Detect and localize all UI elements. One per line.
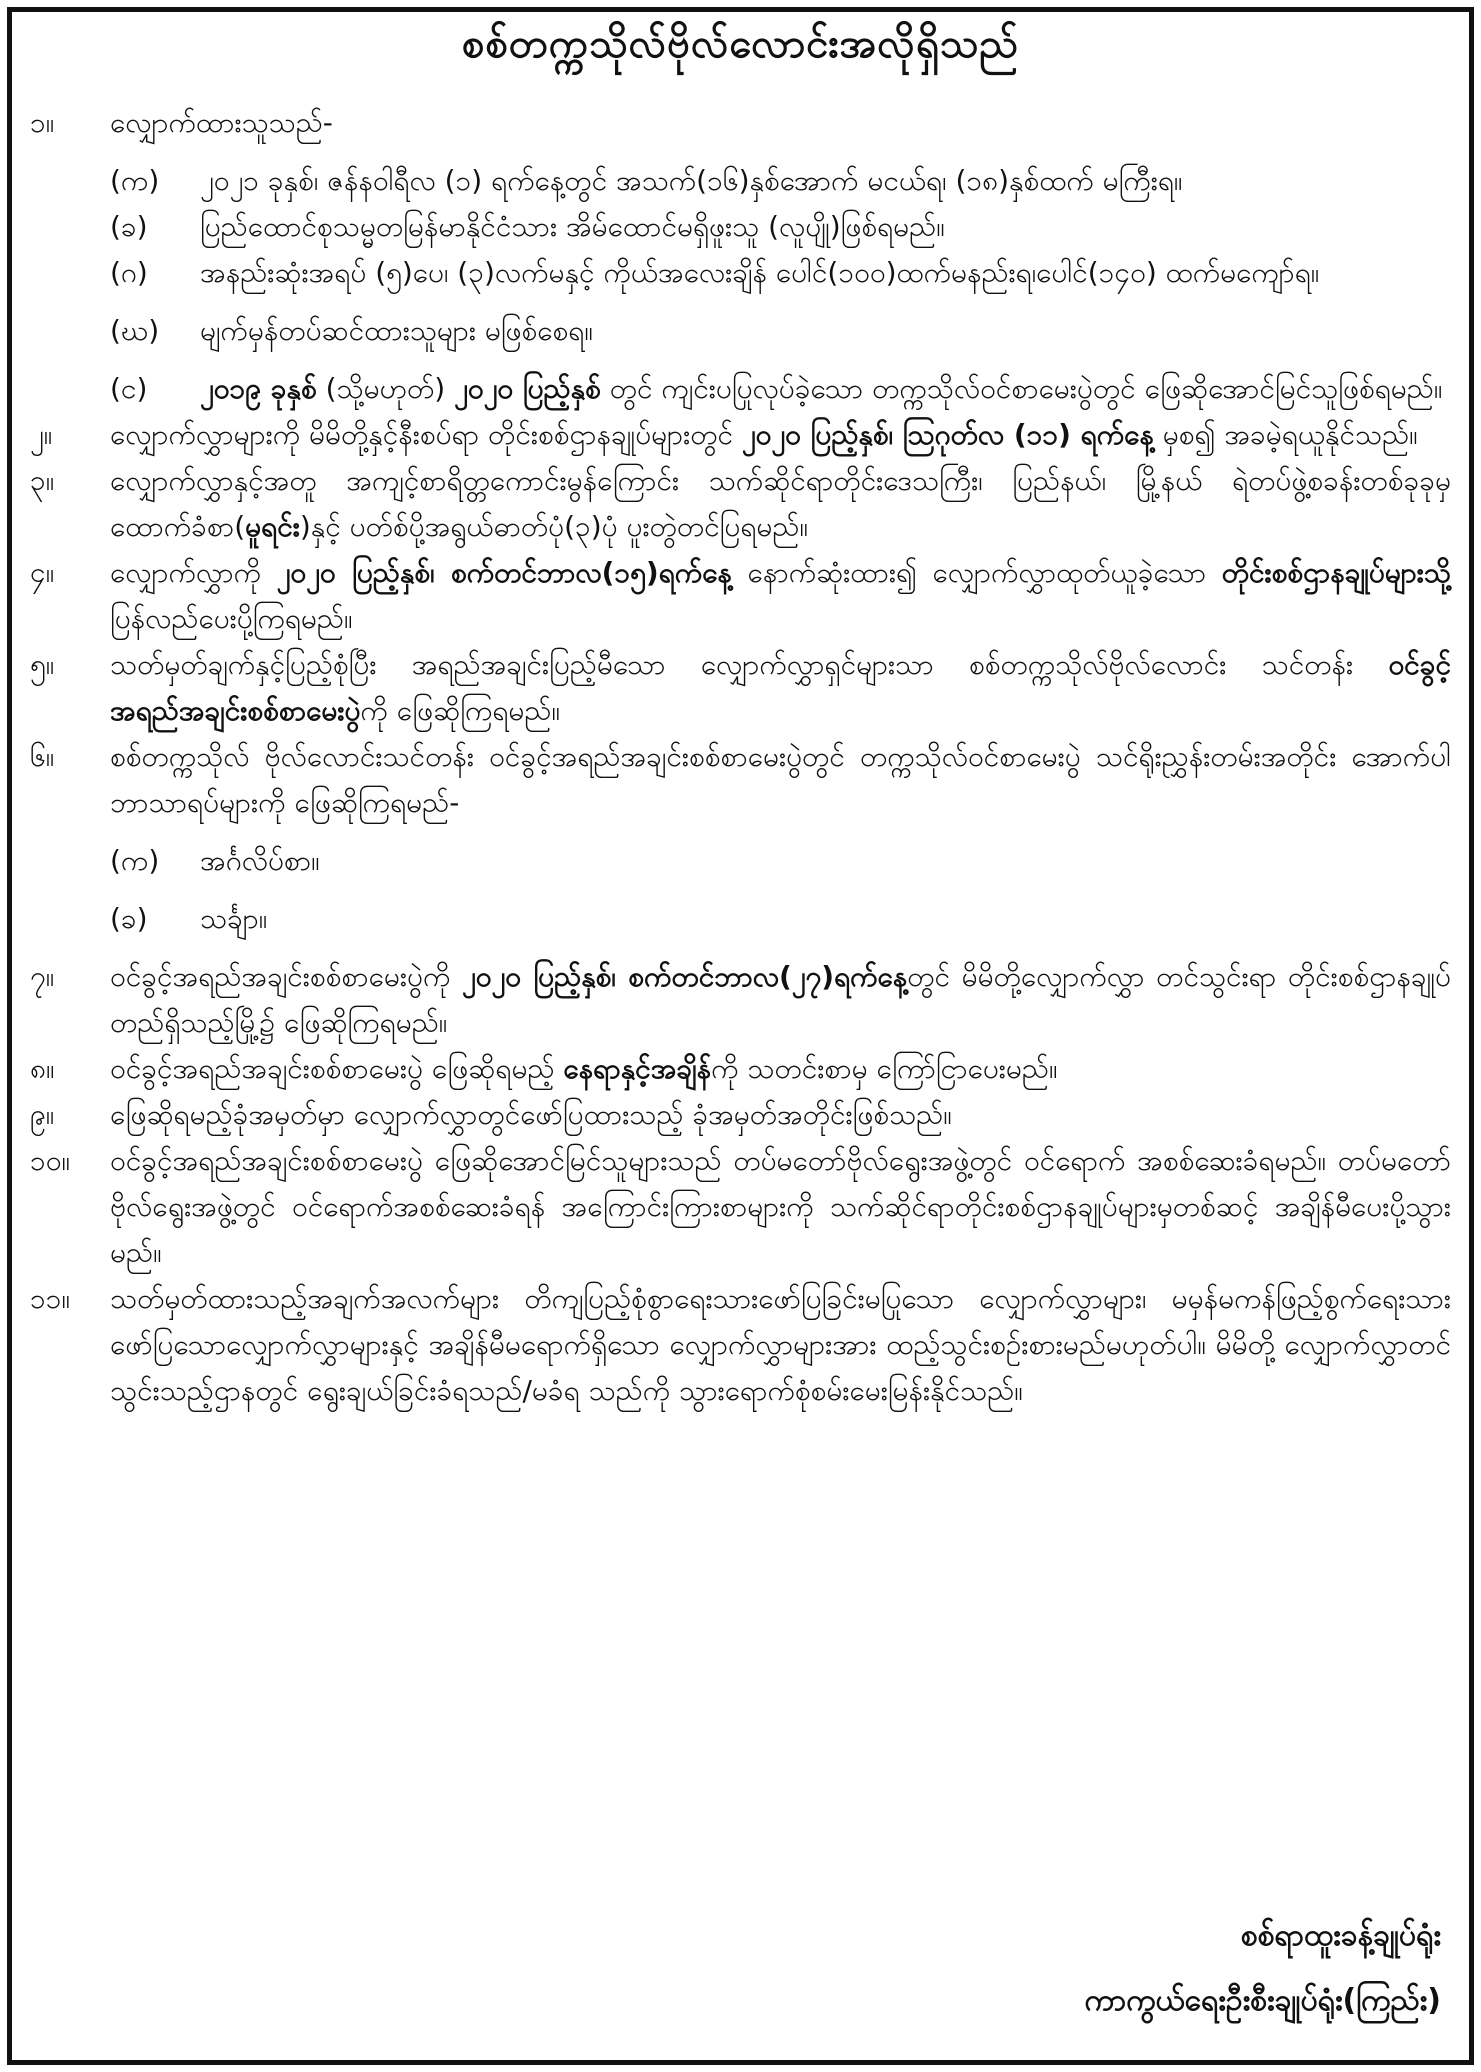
section-text: ဝင်ခွင့်အရည်အချင်းစစ်စာမေးပွဲကို ၂၀၂၀ ပြည့်နှစ်၊ စက်တင်ဘာလ(၂၇)ရက်နေ့တွင် မိမိတို့လျှောက်လွှာ တင်သွင်းရာ တိုင်းစစ်ဌာနချုပ်တည်ရှိသည့်မြို့၌ ဖြေဆိုကြရမည်။ — [110, 960, 1451, 1039]
item-text: ပြည်ထောင်စုသမ္မတမြန်မာနိုင်ငံသား အိမ်ထောင်မရှိဖူးသူ (လူပျို)ဖြစ်ရမည်။ — [200, 210, 945, 243]
section-text: ဖြေဆိုရမည့်ခုံအမှတ်မှာ လျှောက်လွှာတွင်ဖော်ပြထားသည့် ခုံအမှတ်အတိုင်းဖြစ်သည်။ — [110, 1098, 952, 1131]
section-8 — [30, 1046, 1451, 1092]
notice-body — [30, 100, 1451, 1414]
section-number: ၈။ — [30, 1052, 55, 1085]
section-number: ၃။ — [30, 464, 55, 497]
section-text: လျှောက်ထားသူသည်- — [110, 106, 333, 139]
section-number: ၉။ — [30, 1098, 55, 1131]
section-text: လျှောက်လွှာကို ၂၀၂၀ ပြည့်နှစ်၊ စက်တင်ဘာလ(၁၅)ရက်နေ့ နောက်ဆုံးထား၍ လျှောက်လွှာထုတ်ယူခဲ့သော တိုင်းစစ်ဌာနချုပ်များသို့ ပြန်လည်ပေးပို့ကြရမည်။ — [110, 556, 1451, 635]
section-1 — [30, 100, 1451, 146]
section-number: ၁၁။ — [30, 1282, 70, 1315]
section-5 — [30, 642, 1451, 734]
section-1c — [110, 250, 1451, 296]
item-text: ၂၀၁၉ ခုနှစ် (သို့မဟုတ်) ၂၀၂၀ ပြည့်နှစ် တွင် ကျင်းပပြုလုပ်ခဲ့သော တက္ကသိုလ်ဝင်စာမေးပွဲတွင် ဖြေဆိုအောင်မြင်သူဖြစ်ရမည်။ — [200, 372, 1443, 405]
section-7 — [30, 954, 1451, 1046]
section-number: ၁၀။ — [30, 1144, 70, 1177]
section-number: ၅။ — [30, 648, 55, 681]
item-letter: (ခ) — [110, 902, 148, 935]
item-text: သင်္ချာ။ — [200, 902, 268, 935]
section-text: သတ်မှတ်ထားသည့်အချက်အလက်များ တိကျပြည့်စုံစွာရေးသားဖော်ပြခြင်းမပြုသော လျှောက်လွှာများ၊ မမှန်မကန်ဖြည့်စွက်ရေးသားဖော်ပြသောလျှောက်လွှာများနှင့် အချိန်မီမရောက်ရှိသော လျှောက်လွှာများအား ထည့်သွင်းစဉ်းစားမည်မဟုတ်ပါ။ မိမိတို့ လျှောက်လွှာတင်သွင်းသည့်ဌာနတွင် ရွေးချယ်ခြင်းခံရသည်/မခံရ သည်ကို သွားရောက်စုံစမ်းမေးမြန်းနိုင်သည်။ — [110, 1282, 1451, 1407]
signature-office: စစ်ရာထူးခန့်ချုပ်ရုံး — [1240, 1918, 1441, 1953]
section-text: သတ်မှတ်ချက်နှင့်ပြည့်စုံပြီး အရည်အချင်းပြည့်မီသော လျှောက်လွှာရှင်များသာ စစ်တက္ကသိုလ်ဗိုလ်လောင်း သင်တန်း ဝင်ခွင့်အရည်အချင်းစစ်စာမေးပွဲကို ဖြေဆိုကြရမည်။ — [110, 648, 1451, 727]
section-number: ၂။ — [30, 418, 53, 451]
item-letter: (ခ) — [110, 210, 148, 243]
section-6 — [30, 734, 1451, 826]
section-text: ဝင်ခွင့်အရည်အချင်းစစ်စာမေးပွဲ ဖြေဆိုအောင်မြင်သူများသည် တပ်မတော်ဗိုလ်ရွေးအဖွဲ့တွင် ဝင်ရောက် အစစ်ဆေးခံရမည်။ တပ်မတော်ဗိုလ်ရွေးအဖွဲ့တွင် ဝင်ရောက်အစစ်ဆေးခံရန် အကြောင်းကြားစာများကို သက်ဆိုင်ရာတိုင်းစစ်ဌာနချုပ်များမှတစ်ဆင့် အချိန်မီပေးပို့သွားမည်။ — [110, 1144, 1451, 1269]
section-1a — [110, 158, 1451, 204]
section-number: ၁။ — [30, 106, 55, 139]
section-4 — [30, 550, 1451, 642]
item-text: အနည်းဆုံးအရပ် (၅)ပေ၊ (၃)လက်မနှင့် ကိုယ်အလေးချိန် ပေါင်(၁၀၀)ထက်မနည်းရ၊ပေါင်(၁၄၀) ထက်မကျော်ရ။ — [200, 256, 1320, 289]
signature-department: ကာကွယ်ရေးဦးစီးချုပ်ရုံး(ကြည်း) — [1084, 1983, 1441, 2018]
item-letter: (ဂ) — [110, 256, 148, 289]
section-1b — [110, 204, 1451, 250]
section-1e — [110, 366, 1451, 412]
item-letter: (က) — [110, 844, 160, 877]
section-text: လျှောက်လွှာနှင့်အတူ အကျင့်စာရိတ္တကောင်းမွန်ကြောင်း သက်ဆိုင်ရာတိုင်းဒေသကြီး၊ ပြည်နယ်၊ မြို့နယ် ရဲတပ်ဖွဲ့စခန်းတစ်ခုခုမှ ထောက်ခံစာ(မူရင်း)နှင့် ပတ်စ်ပို့အရွယ်ဓာတ်ပုံ(၃)ပုံ ပူးတွဲတင်ပြရမည်။ — [110, 464, 1451, 543]
section-9 — [30, 1092, 1451, 1138]
section-6b — [110, 896, 1451, 942]
section-number: ၇။ — [30, 960, 55, 993]
section-text: စစ်တက္ကသိုလ် ဗိုလ်လောင်းသင်တန်း ဝင်ခွင့်အရည်အချင်းစစ်စာမေးပွဲတွင် တက္ကသိုလ်ဝင်စာမေးပွဲ သင်ရိုးညွှန်းတမ်းအတိုင်း အောက်ပါဘာသာရပ်များကို ဖြေဆိုကြရမည်- — [110, 740, 1451, 819]
item-letter: (င) — [110, 372, 148, 405]
section-6a — [110, 838, 1451, 884]
item-letter: (ဃ) — [110, 314, 160, 347]
section-11 — [30, 1276, 1451, 1414]
section-10 — [30, 1138, 1451, 1276]
section-3 — [30, 458, 1451, 550]
section-1d — [110, 308, 1451, 354]
section-text: ဝင်ခွင့်အရည်အချင်းစစ်စာမေးပွဲ ဖြေဆိုရမည့် နေရာနှင့်အချိန်ကို သတင်းစာမှ ကြော်ငြာပေးမည်။ — [110, 1052, 1058, 1085]
section-text: လျှောက်လွှာများကို မိမိတို့နှင့်နီးစပ်ရာ တိုင်းစစ်ဌာနချုပ်များတွင် ၂၀၂၀ ပြည့်နှစ်၊ ဩဂုတ်လ (၁၁) ရက်နေ့ မှစ၍ အခမဲ့ရယူနိုင်သည်။ — [110, 418, 1418, 451]
item-text: အင်္ဂလိပ်စာ။ — [200, 844, 320, 877]
item-text: ၂၀၂၁ ခုနှစ်၊ ဇန်နဝါရီလ (၁) ရက်နေ့တွင် အသက်(၁၆)နှစ်အောက် မငယ်ရ၊ (၁၈)နှစ်ထက် မကြီးရ။ — [200, 164, 1183, 197]
section-number: ၆။ — [30, 740, 55, 773]
page-title: စစ်တက္ကသိုလ်ဗိုလ်လောင်းအလိုရှိသည် — [461, 21, 1020, 67]
item-letter: (က) — [110, 164, 160, 197]
item-text: မျက်မှန်တပ်ဆင်ထားသူများ မဖြစ်စေရ။ — [200, 314, 593, 347]
section-2 — [30, 412, 1451, 458]
section-number: ၄။ — [30, 556, 55, 589]
